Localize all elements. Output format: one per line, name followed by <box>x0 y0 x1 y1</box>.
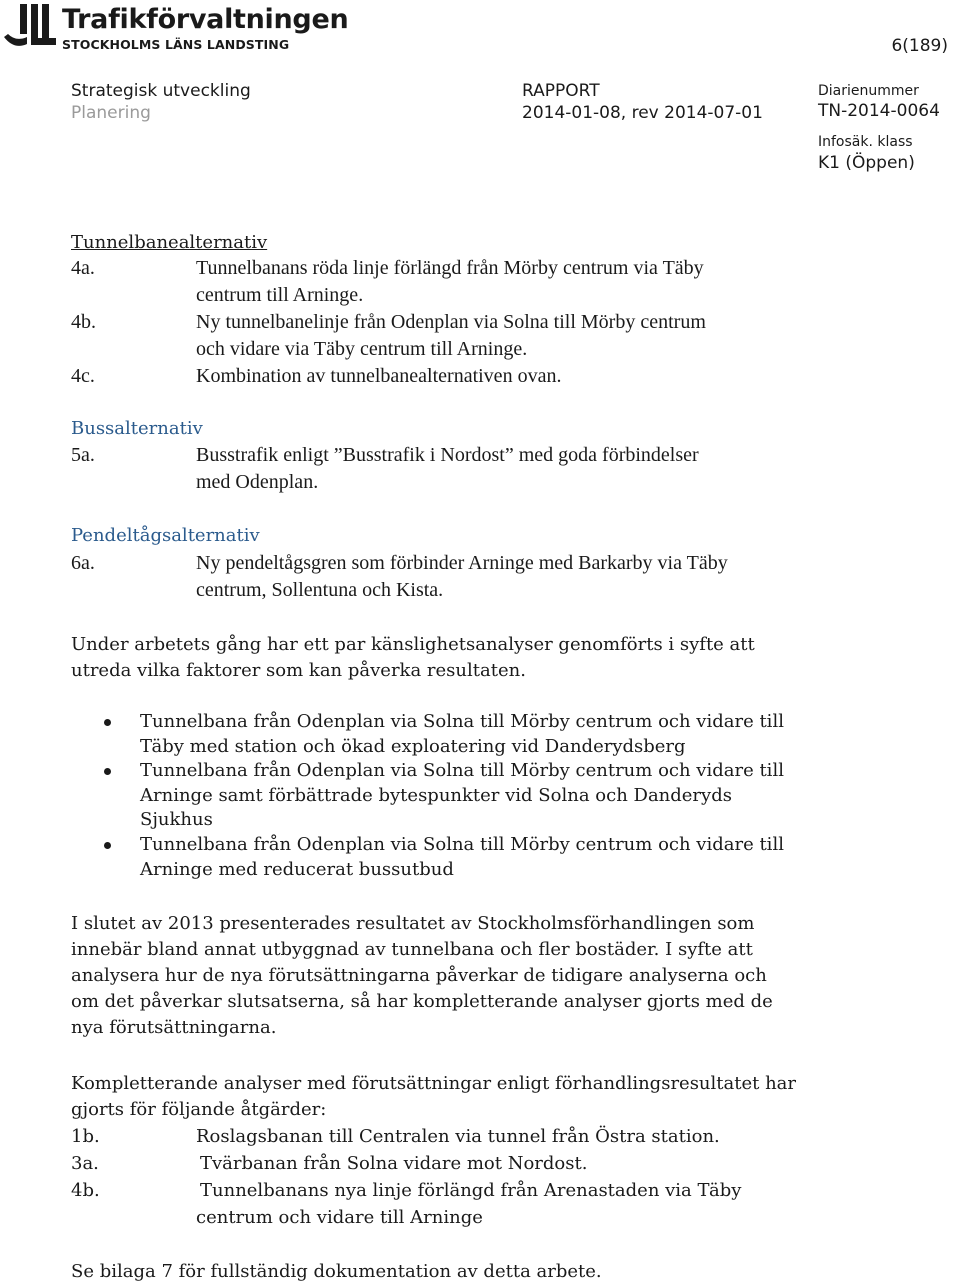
option-number: 6a. <box>71 552 95 574</box>
option-number: 5a. <box>71 444 95 466</box>
logo-subtitle: STOCKHOLMS LÄNS LANDSTING <box>62 37 290 52</box>
action-number: 4b. <box>71 1180 100 1201</box>
section-heading-buss: Bussalternativ <box>71 418 203 439</box>
classification-label: Infosäk. klass <box>818 134 913 150</box>
option-number: 4a. <box>71 257 95 279</box>
option-text-line: och vidare via Täby centrum till Arninge. <box>196 338 528 360</box>
appendix-reference: Se bilaga 7 för fullständig dokumentation av detta arbete. <box>71 1261 602 1282</box>
section-heading-pendeltag: Pendeltågsalternativ <box>71 525 260 546</box>
action-text-line: Roslagsbanan till Centralen via tunnel från Östra station. <box>196 1126 720 1147</box>
option-number: 4b. <box>71 311 96 333</box>
logo <box>0 0 349 60</box>
document-date: 2014-01-08, rev 2014-07-01 <box>522 103 763 123</box>
option-text-line: Ny tunnelbanelinje från Odenplan via Solna till Mörby centrum <box>196 311 706 333</box>
bullet-text: Tunnelbana från Odenplan via Solna till Mörby centrum och vidare till Täby med station och ökad exploatering vid Danderydsberg <box>140 711 784 757</box>
option-text-line: centrum till Arninge. <box>196 284 364 306</box>
document-type: RAPPORT <box>522 81 600 101</box>
action-text-line: Tvärbanan från Solna vidare mot Nordost. <box>200 1153 588 1174</box>
paragraph-sensitivity: Under arbetets gång har ett par känslighetsanalyser genomförts i syfte att utreda vilka faktorer som kan påverka resultaten. <box>71 634 755 681</box>
bullet-icon <box>104 768 111 775</box>
page-number: 6(189) <box>891 36 948 56</box>
option-text-line: med Odenplan. <box>196 471 319 493</box>
bullet-text: Tunnelbana från Odenplan via Solna till Mörby centrum och vidare till Arninge samt förbättrade bytespunkter vid Solna och Danderyds Sjukhus <box>140 760 784 830</box>
department: Strategisk utveckling <box>71 81 251 101</box>
action-number: 1b. <box>71 1126 100 1147</box>
action-text-line: centrum och vidare till Arninge <box>196 1207 483 1228</box>
bullet-icon <box>104 842 111 849</box>
paragraph-complementary: Kompletterande analyser med förutsättningar enligt förhandlingsresultatet har gjorts för följande åtgärder: <box>71 1073 797 1120</box>
option-text-line: centrum, Sollentuna och Kista. <box>196 579 444 601</box>
registration-number: TN-2014-0064 <box>818 101 940 121</box>
bullet-text: Tunnelbana från Odenplan via Solna till Mörby centrum och vidare till Arninge med reducerat bussutbud <box>140 834 784 880</box>
logo-name: Trafikförvaltningen <box>62 4 349 35</box>
option-text-line: Tunnelbanans röda linje förlängd från Mörby centrum via Täby <box>196 257 704 279</box>
bullet-icon <box>104 719 111 726</box>
option-text-line: Kombination av tunnelbanealternativen ovan. <box>196 365 562 387</box>
option-text-line: Busstrafik enligt ”Busstrafik i Nordost” med goda förbindelser <box>196 444 699 466</box>
unit: Planering <box>71 103 151 123</box>
action-number: 3a. <box>71 1153 99 1174</box>
section-heading-tunnelbana: Tunnelbanealternativ <box>71 232 268 253</box>
paragraph-negotiation: I slutet av 2013 presenterades resultatet av Stockholmsförhandlingen som innebär bland annat utbyggnad av tunnelbana och fler bostäder. I syfte att analysera hur de nya förutsättningarna påverkar de tidigare analyserna och om det påverkar slutsatserna, så har kompletterande analyser gjorts med de nya förutsättningarna. <box>71 913 773 1038</box>
action-text-line: Tunnelbanans nya linje förlängd från Arenastaden via Täby <box>200 1180 742 1201</box>
logo-mark-icon <box>4 4 56 50</box>
option-text-line: Ny pendeltågsgren som förbinder Arninge med Barkarby via Täby <box>196 552 728 574</box>
option-number: 4c. <box>71 365 95 387</box>
registration-label: Diarienummer <box>818 83 919 99</box>
classification-value: K1 (Öppen) <box>818 153 915 173</box>
